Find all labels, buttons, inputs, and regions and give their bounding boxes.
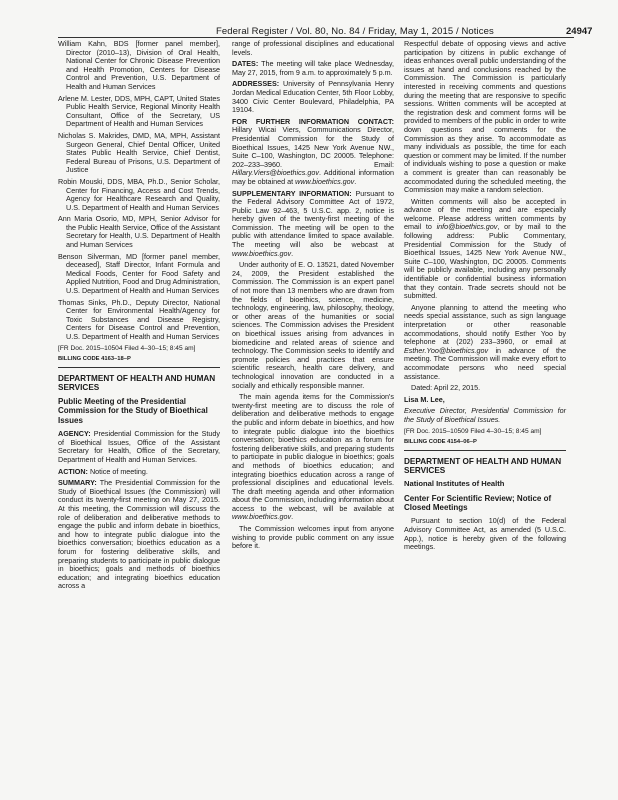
page-header (0, 0, 618, 40)
contact-web-link[interactable]: www.bioethics.gov (295, 176, 355, 186)
column-2 (232, 40, 394, 554)
contact-email-link[interactable]: Hillary.Viers@bioethics.gov (232, 168, 319, 178)
notice-title: Public Meeting of the Presidential Commission for the Study of Bioethical Issues (58, 396, 208, 425)
member-entry: William Kahn, BDS [former panel member], Director (2010–13), Division of Oral Health, National Center for Chronic Disease Prevention and Health Promotion, Centers for Disease Control and Prevention, U.S. Department of Health and Human Services (58, 39, 220, 91)
agenda-paragraph: The main agenda items for the Commission's twenty-first meeting are to discuss the role of deliberation and deliberative methods to engage the public and inform debate in bioethics, and how to integrate public dialogue into the bioethics conversation; bioethics education as a forum for fostering deliberative skills, and preparing students to participate in public dialogue in bioethics; goals and methods of bioethics education; and integrating bioethics education across a range of professional disciplines and educational levels. The draft meeting agenda and other information about the Commission, including information about access to the webcast, will be available at www.bioethics.gov. (232, 392, 394, 522)
column-3 (404, 40, 566, 555)
page-number: 24947 (566, 26, 593, 37)
member-entry: Ann Maria Osorio, MD, MPH, Senior Advisor for the Public Health Service, Office of the Assistant Secretary for Health, U.S. Department of Health and Human Services (58, 214, 220, 250)
member-entry: Arlene M. Lester, DDS, MPH, CAPT, United States Public Health Service, Regional Minority Health Consultant, Office of the Secretary, US Department of Health and Human Services (58, 93, 220, 129)
eo-paragraph: Under authority of E. O. 13521, dated November 24, 2009, the President established the Commission. The Commission is an expert panel of not more than 13 members who are drawn from the fields of bioethics, science, medicine, technology, engineering, law, philosophy, theology, or other areas of the humanities or social sciences. The Commission advises the President on bioethical issues arising from advances in biomedicine and related areas of science and technology. The Commission seeks to identify and promote policies and practices that ensure scientific research, health care delivery, and technological innovation are conducted in a socially and ethically responsible manner. (232, 260, 394, 390)
fr-doc-line: [FR Doc. 2015–10509 Filed 4–30–15; 8:45 am] (404, 427, 542, 435)
agency-heading: DEPARTMENT OF HEALTH AND HUMAN SERVICES (58, 373, 216, 393)
member-entry: Benson Silverman, MD [former panel member, deceased], Staff Director, Infant Formula and Medical Foods, Center for Food Safety and Applied Nutrition, Food and Drug Administration, U.S. Department of Health and Human Services (58, 251, 220, 296)
member-list (58, 40, 220, 342)
yoo-email-link[interactable]: Esther.Yoo@bioethics.gov (404, 345, 489, 355)
notice-title: Center For Scientific Review; Notice of Closed Meetings (404, 493, 552, 512)
final-paragraph: Pursuant to section 10(d) of the Federal Advisory Committee Act, as amended (5 U.S.C. App.), notice is hereby given of the following meetings. (404, 516, 566, 552)
agency-heading: DEPARTMENT OF HEALTH AND HUMAN SERVICES (404, 456, 562, 476)
section-divider (404, 450, 566, 451)
contact-paragraph: FOR FURTHER INFORMATION CONTACT: Hillary Wicai Viers, Communications Director, Presidential Commission for the Study of Bioethical Issues, 1425 New York Avenue NW., Suite C–100, Washington, DC 20005. Telephone: 202–233–3960. Email: Hillary.Viers@bioethics.gov. Additional information may be obtained at www.bioethics.gov. (232, 116, 394, 186)
supplementary-paragraph: SUPPLEMENTARY INFORMATION: Pursuant to the Federal Advisory Committee Act of 1972, Public Law 92–463, 5 U.S.C. app. 2, notice is hereby given of the twenty-first meeting of the Commission. The meeting will be open to the public with attendance limited to space available. The meeting will also be webcast at www.bioethics.gov. (232, 188, 394, 258)
billing-code: BILLING CODE 4154–06–P (404, 439, 477, 446)
dated-line: Dated: April 22, 2015. (411, 383, 481, 393)
billing-code: BILLING CODE 4163–18–P (58, 356, 131, 363)
section-divider (58, 367, 220, 368)
agency-paragraph: AGENCY: Presidential Commission for the Study of Bioethical Issues, Office of the Assistant Secretary for Health, Office of the Secretary, Department of Health and Human Services. (58, 429, 220, 464)
member-entry: Thomas Sinks, Ph.D., Deputy Director, National Center for Environmental Health/Agency for Toxic Substances and Disease Registry, Centers for Disease Control and Prevention, U.S. Department of Health and Human Services (58, 297, 220, 341)
dates-paragraph: DATES: The meeting will take place Wednesday, May 27, 2015, from 9 a.m. to approximately 5 p.m. (232, 59, 394, 77)
respect-paragraph: Respectful debate of opposing views and active participation by citizens in public exchange of ideas enhances overall public understanding of the issues at hand and conclusions reached by the Commission. The Commission is particularly interested in receiving comments and questions during the meeting that are responsive to specific sessions. Written comments will be accepted at the registration desk and comment forms will be provided to members of the public in order to write down questions and comments for the Commission as they arise. To accommodate as many individuals as possible, the time for each question or comment may be limited. If the number of individuals wishing to pose a question or make a comment is greater than can reasonably be accommodated during the scheduled meeting, the Commission may make a random selection. (404, 39, 566, 195)
written-comments-paragraph: Written comments will also be accepted in advance of the meeting and are especially welcome. Please address written comments by email to info@bioethics.gov, or by mail to the following address: Public Commentary, Presidential Commission for the Study of Bioethical Issues, 1425 New York Avenue NW., Suite C–100, Washington, DC 20005. Comments will be publicly available, including any personally identifiable or confidential business information that they contain. Trade secrets should not be submitted. (404, 196, 566, 301)
header-rule (58, 37, 574, 38)
signer-title: Executive Director, Presidential Commission for the Study of Bioethical Issues. (404, 406, 566, 424)
sub-agency-heading: National Institutes of Health (404, 478, 505, 488)
member-entry: Robin Mouski, DDS, MBA, Ph.D., Senior Scholar, Center for Financing, Access and Cost Trends, Agency for Healthcare Research and Quality, U.S. Department of Health and Human Services (58, 176, 220, 212)
signer-name: Lisa M. Lee, (404, 394, 445, 404)
member-entry: Nicholas S. Makrides, DMD, MA, MPH, Assistant Surgeon General, Chief Dental Officer, United States Public Health Service, Chief Dentist, Federal Bureau of Prisons, U.S. Department of Justice (58, 130, 220, 175)
info-email-link[interactable]: info@bioethics.gov (436, 222, 498, 232)
fr-doc-line: [FR Doc. 2015–10504 Filed 4–30–15; 8:45 am] (58, 344, 196, 352)
summary-continuation: range of professional disciplines and educational levels. (232, 39, 394, 57)
attend-paragraph: Anyone planning to attend the meeting who needs special assistance, such as sign language interpretation or other reasonable accommodations, should notify Esther Yoo by telephone at (202) 233–3960, or email at Esther.Yoo@bioethics.gov in advance of the meeting. The Commission will make every effort to accommodate persons who need special assistance. (404, 302, 567, 381)
summary-paragraph: SUMMARY: The Presidential Commission for the Study of Bioethical Issues (the Commission) will conduct its twenty-first meeting on May 27, 2015. At this meeting, the Commission will discuss the role of deliberation and deliberative methods to engage the public and inform debate in bioethics, and how to integrate public dialogue into the bioethics conversation; bioethics education as a forum for fostering deliberative skills, and preparing students to participate in public dialogue in bioethics; goals and methods of bioethics education; and integrating bioethics education across a (58, 478, 220, 591)
agenda-web-link[interactable]: www.bioethics.gov (232, 512, 292, 522)
column-1 (58, 40, 220, 594)
action-paragraph: ACTION: Notice of meeting. (58, 466, 148, 476)
webcast-link[interactable]: www.bioethics.gov (232, 248, 292, 258)
running-head: Federal Register / Vol. 80, No. 84 / Friday, May 1, 2015 / Notices (216, 26, 494, 37)
welcome-paragraph: The Commission welcomes input from anyone wishing to provide public comment on any issue before it. (232, 524, 394, 551)
addresses-paragraph: ADDRESSES: University of Pennsylvania Henry Jordan Medical Education Center, 5th Floor Lobby, 3400 Civic Center Boulevard, Philadelphia, PA 19104. (232, 79, 395, 115)
